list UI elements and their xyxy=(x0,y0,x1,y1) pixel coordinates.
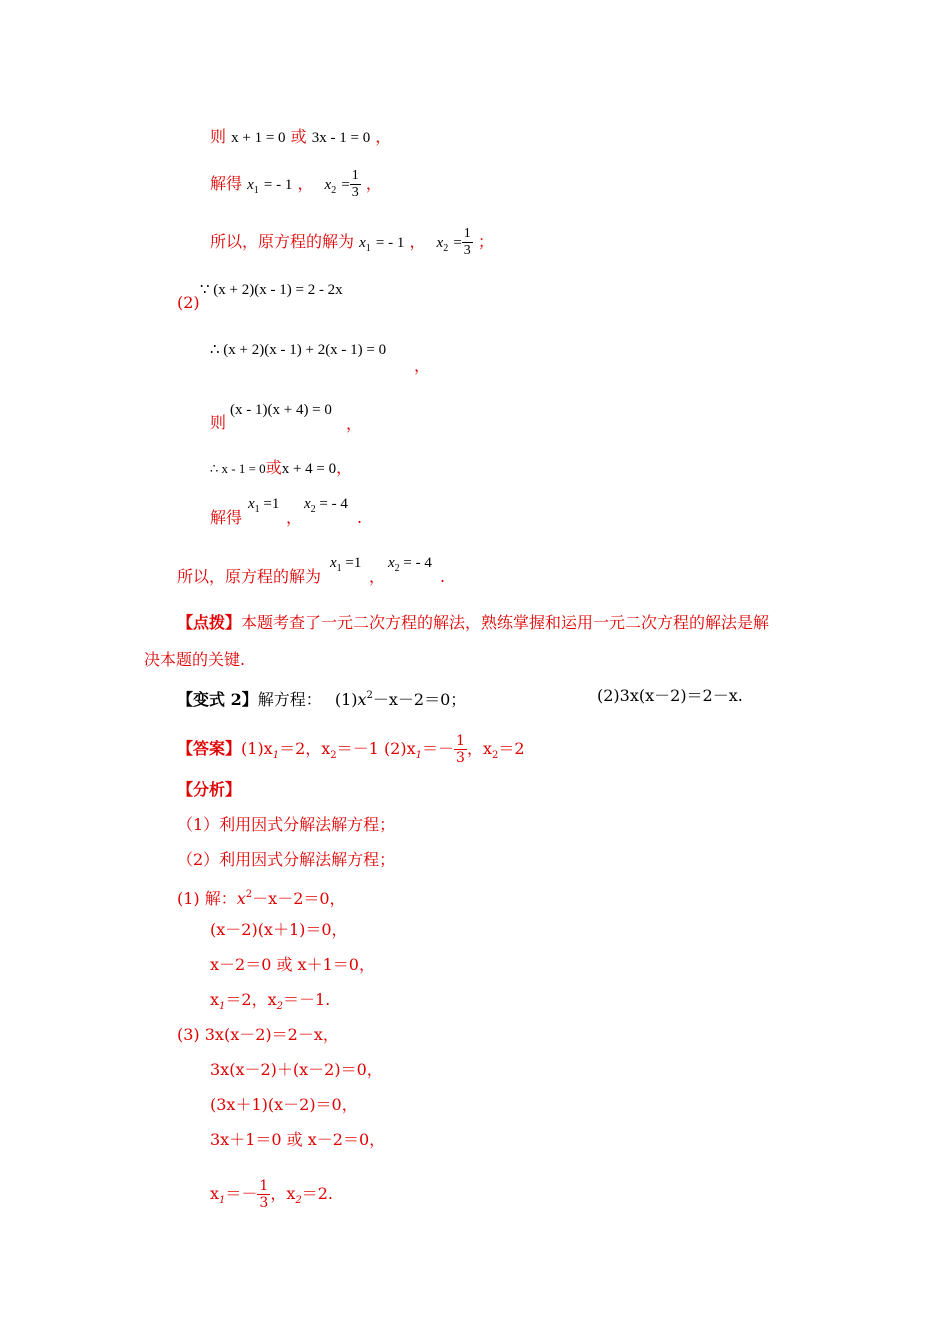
x2-subscript: 2 xyxy=(331,185,337,196)
x1-value: =1 xyxy=(263,496,280,512)
x2-equals: = xyxy=(341,177,350,193)
subscript: 2 xyxy=(330,750,337,761)
result-part: ，x xyxy=(270,1184,296,1203)
answer-part: ＝－ xyxy=(422,739,455,758)
tip-label: 【点拨】 xyxy=(177,613,242,632)
result-part: ＝2. xyxy=(301,1184,334,1203)
solution-1-head xyxy=(177,885,346,909)
fraction-numerator: 1 xyxy=(351,168,359,183)
x2-subscript: 2 xyxy=(443,243,449,254)
conclusion-text-2: 所以，原方程的解为 xyxy=(177,567,322,586)
separator: ， xyxy=(286,508,303,527)
conclusion-line-1 xyxy=(210,226,494,259)
x1-subscript: 1 xyxy=(365,243,371,254)
variant-label: 【变式 2】 xyxy=(177,690,258,709)
equation-3x-minus-1: 3x - 1 = 0 xyxy=(311,130,371,146)
question-1-exponent: 2 xyxy=(366,690,373,701)
tip-text-1: 本题考查了一元二次方程的解法，熟练掌握和运用一元二次方程的解法是解 xyxy=(241,613,770,632)
x-symbol: x xyxy=(210,990,220,1009)
tip-text-2: 决本题的关键. xyxy=(144,650,246,669)
x2-solution xyxy=(304,494,348,520)
x-symbol: x xyxy=(210,1184,220,1203)
x1-symbol: x xyxy=(248,496,255,512)
answer-line xyxy=(177,733,525,766)
solve-word: 解得 xyxy=(210,508,243,527)
x2-subscript: 2 xyxy=(310,504,316,515)
result-part: ＝2，x xyxy=(225,990,277,1009)
part-2-label: (2) xyxy=(177,293,200,312)
comma: ， xyxy=(346,414,363,433)
solve-result-line xyxy=(210,168,382,201)
x-symbol: x xyxy=(236,889,246,908)
then-word: 则 xyxy=(210,127,227,146)
exponent: 2 xyxy=(245,889,253,900)
x2-subscript: 2 xyxy=(394,563,400,574)
x2-value: = - 4 xyxy=(319,496,348,512)
solution-1-step-1: (x－2)(x＋1)＝0， xyxy=(210,920,348,939)
x2-value: = - 4 xyxy=(403,555,432,571)
period: . xyxy=(357,508,363,527)
fraction-one-third xyxy=(257,1178,270,1211)
factored-equation: (x - 1)(x + 4) = 0 xyxy=(230,402,332,418)
x2-symbol: x xyxy=(436,235,444,251)
fraction-one-third xyxy=(462,226,473,259)
solution-1-step-2: x－2＝0 或 x＋1＝0， xyxy=(210,955,375,974)
fraction-denominator: 3 xyxy=(463,243,471,258)
question-2: (2)3x(x－2)＝2－x. xyxy=(597,686,743,705)
subscript: 2 xyxy=(295,1195,302,1206)
answer-part: ＝2，x xyxy=(279,739,331,758)
x1-symbol: x xyxy=(330,555,337,571)
x1-subscript: 1 xyxy=(254,504,260,515)
result-part: ＝－1. xyxy=(283,990,331,1009)
separator: ， xyxy=(409,232,426,251)
subscript: 1 xyxy=(415,750,423,761)
fraction-numerator: 1 xyxy=(463,226,471,241)
subscript: 1 xyxy=(219,1001,226,1012)
solution-2-step-2: (3x＋1)(x－2)＝0， xyxy=(210,1095,358,1114)
x1-symbol: x xyxy=(359,235,366,251)
period: . xyxy=(440,567,446,586)
subscript: 2 xyxy=(491,750,499,761)
fraction-one-third xyxy=(454,733,467,766)
analysis-item-2: （2）利用因式分解法解方程； xyxy=(177,850,396,869)
variant-prompt: 解方程： xyxy=(257,690,322,709)
answer-part: ＝－1 (2)x xyxy=(336,739,416,758)
conclusion-text: 所以，原方程的解为 xyxy=(210,232,355,251)
answer-part: ＝2 xyxy=(498,739,525,758)
question-1-x: x xyxy=(357,690,367,709)
fraction-denominator: 3 xyxy=(259,1195,269,1211)
solution-1-label: (1) 解： xyxy=(177,889,237,908)
tip-line-1 xyxy=(177,613,769,633)
x1-value: = - 1 xyxy=(375,235,405,251)
x1-solution xyxy=(330,553,361,579)
equation-rest: －x－2＝0， xyxy=(252,889,346,908)
solution-1-result xyxy=(210,990,330,1017)
answer-label: 【答案】 xyxy=(177,739,242,758)
case-x-minus-1: ∴ x - 1 = 0 xyxy=(210,461,266,476)
solution-2-step-3: 3x＋1＝0 或 x－2＝0， xyxy=(210,1130,386,1149)
subscript: 1 xyxy=(219,1195,226,1206)
solve-word: 解得 xyxy=(210,174,243,193)
step-then-line xyxy=(210,127,391,148)
result-part: ＝－ xyxy=(225,1184,258,1203)
fraction-one-third xyxy=(350,168,361,201)
separator: ， xyxy=(369,567,386,586)
answer-part: (1)x xyxy=(241,739,273,758)
x2-symbol: x xyxy=(324,177,332,193)
x2-symbol: x xyxy=(304,496,311,512)
x2-solution xyxy=(388,553,432,579)
subscript: 1 xyxy=(272,750,280,761)
analysis-label: 【分析】 xyxy=(177,780,242,799)
x1-value: =1 xyxy=(345,555,362,571)
x1-symbol: x xyxy=(247,177,254,193)
comma: ， xyxy=(365,174,382,193)
solution-2-step-1: 3x(x－2)＋(x－2)＝0， xyxy=(210,1060,383,1079)
answer-part: ，x xyxy=(466,739,492,758)
question-1-number: (1) xyxy=(334,690,358,709)
because-equation: ∵ (x + 2)(x - 1) = 2 - 2x xyxy=(200,282,343,298)
x1-subscript: 1 xyxy=(336,563,342,574)
equation-x-plus-1: x + 1 = 0 xyxy=(231,130,286,146)
analysis-item-1: （1）利用因式分解法解方程； xyxy=(177,815,396,834)
then-word: 则 xyxy=(210,413,227,432)
or-word: 或 xyxy=(290,127,307,146)
therefore-cases-line xyxy=(210,458,352,479)
comma: ， xyxy=(336,458,353,477)
x1-value: = - 1 xyxy=(263,177,293,193)
case-x-plus-4: x + 4 = 0 xyxy=(281,461,337,477)
x2-equals: = xyxy=(453,235,462,251)
semicolon: ； xyxy=(477,232,494,251)
fraction-numerator: 1 xyxy=(259,1178,269,1194)
x1-subscript: 1 xyxy=(253,185,259,196)
x1-solution xyxy=(248,494,279,520)
question-1-rest: －x－2＝0； xyxy=(372,690,467,709)
therefore-equation-1: ∴ (x + 2)(x - 1) + 2(x - 1) = 0 xyxy=(210,342,387,358)
solution-2-result xyxy=(210,1178,333,1211)
or-word: 或 xyxy=(265,458,282,477)
subscript: 2 xyxy=(276,1001,283,1012)
solution-2-head: (3) 3x(x－2)＝2－x， xyxy=(177,1025,339,1044)
comma: ， xyxy=(414,356,431,375)
fraction-numerator: 1 xyxy=(456,733,465,749)
variant-question xyxy=(177,686,466,710)
fraction-denominator: 3 xyxy=(456,750,465,766)
fraction-denominator: 3 xyxy=(351,185,359,200)
separator: ， xyxy=(297,174,314,193)
x2-symbol: x xyxy=(388,555,395,571)
comma: ， xyxy=(375,127,392,146)
